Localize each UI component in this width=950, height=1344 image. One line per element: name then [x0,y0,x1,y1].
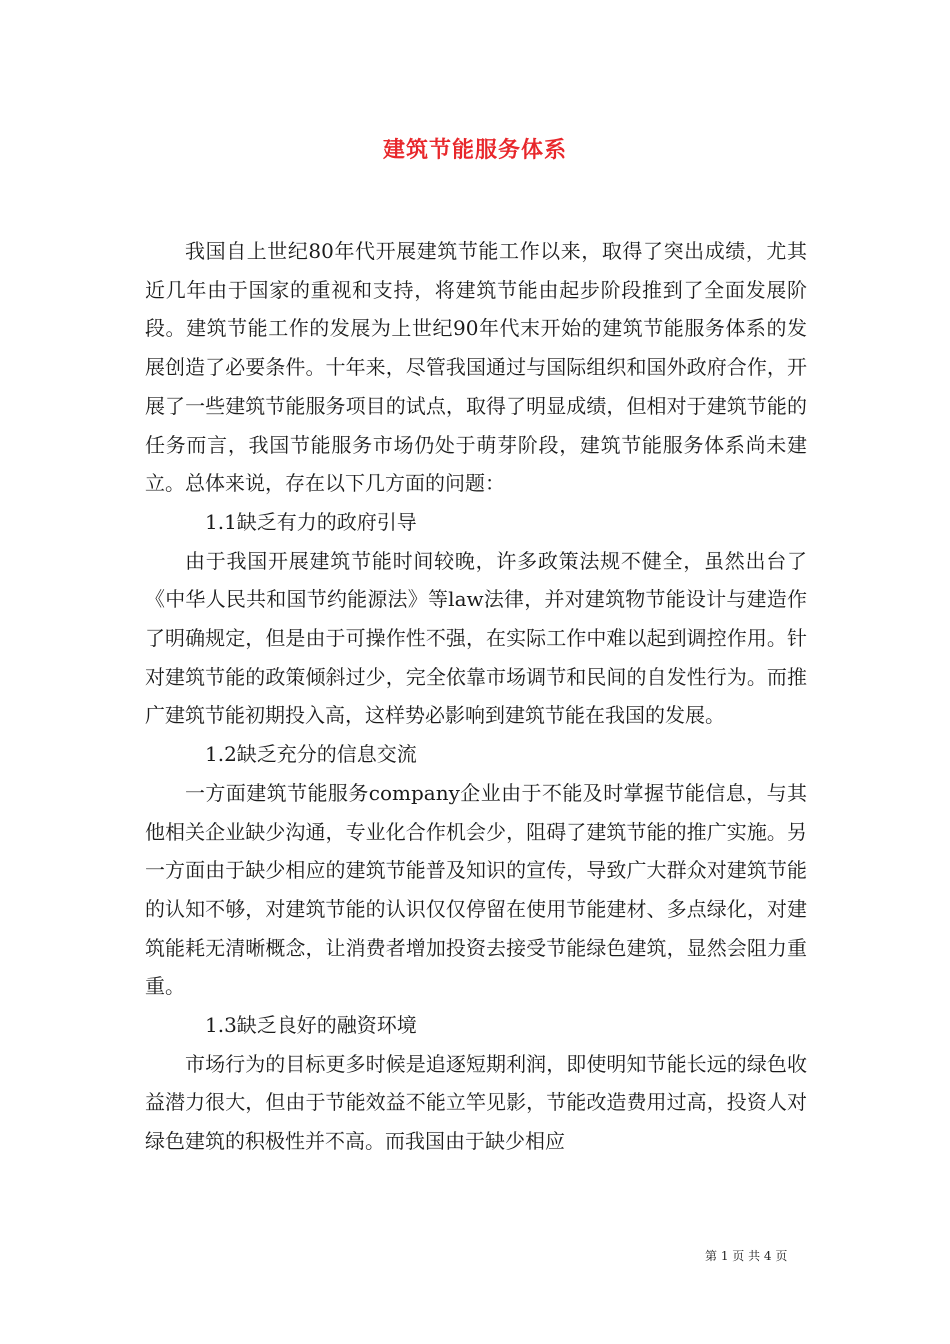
document-body [145,232,807,1161]
section-heading-1-3: 1.3缺乏良好的融资环境 [205,1013,417,1038]
section-1-1-paragraph: 由于我国开展建筑节能时间较晚，许多政策法规不健全，虽然出台了《中华人民共和国节约能源法》等law法律，并对建筑物节能设计与建造作了明确规定，但是由于可操作性不强，在实际工作中难以起到调控作用。针对建筑节能的政策倾斜过少，完全依靠市场调节和民间的自发性行为。而推广建筑节能初期投入高，这样势必影响到建筑节能在我国的发展。 [145,548,807,728]
section-1-3-paragraph: 市场行为的目标更多时候是追逐短期利润，即使明知节能长远的绿色收益潜力很大，但由于节能效益不能立竿见影，节能改造费用过高，投资人对绿色建筑的积极性并不高。而我国由于缺少相应 [145,1051,807,1154]
page-number-footer: 第 1 页 共 4 页 [705,1249,788,1263]
section-1-2-paragraph: 一方面建筑节能服务company企业由于不能及时掌握节能信息，与其他相关企业缺少沟通，专业化合作机会少，阻碍了建筑节能的推广实施。另一方面由于缺少相应的建筑节能普及知识的宣传，导致广大群众对建筑节能的认知不够，对建筑节能的认识仅仅停留在使用节能建材、多点绿化，对建筑能耗无清晰概念，让消费者增加投资去接受节能绿色建筑，显然会阻力重重。 [145,780,807,999]
intro-paragraph: 我国自上世纪80年代开展建筑节能工作以来，取得了突出成绩，尤其近几年由于国家的重视和支持，将建筑节能由起步阶段推到了全面发展阶段。建筑节能工作的发展为上世纪90年代末开始的建筑节能服务体系的发展创造了必要条件。十年来，尽管我国通过与国际组织和国外政府合作，开展了一些建筑节能服务项目的试点，取得了明显成绩，但相对于建筑节能的任务而言，我国节能服务市场仍处于萌芽阶段，建筑节能服务体系尚未建立。总体来说，存在以下几方面的问题： [145,239,807,496]
document-title: 建筑节能服务体系 [382,137,567,163]
section-heading-1-1: 1.1缺乏有力的政府引导 [205,509,417,534]
section-heading-1-2: 1.2缺乏充分的信息交流 [205,742,417,767]
